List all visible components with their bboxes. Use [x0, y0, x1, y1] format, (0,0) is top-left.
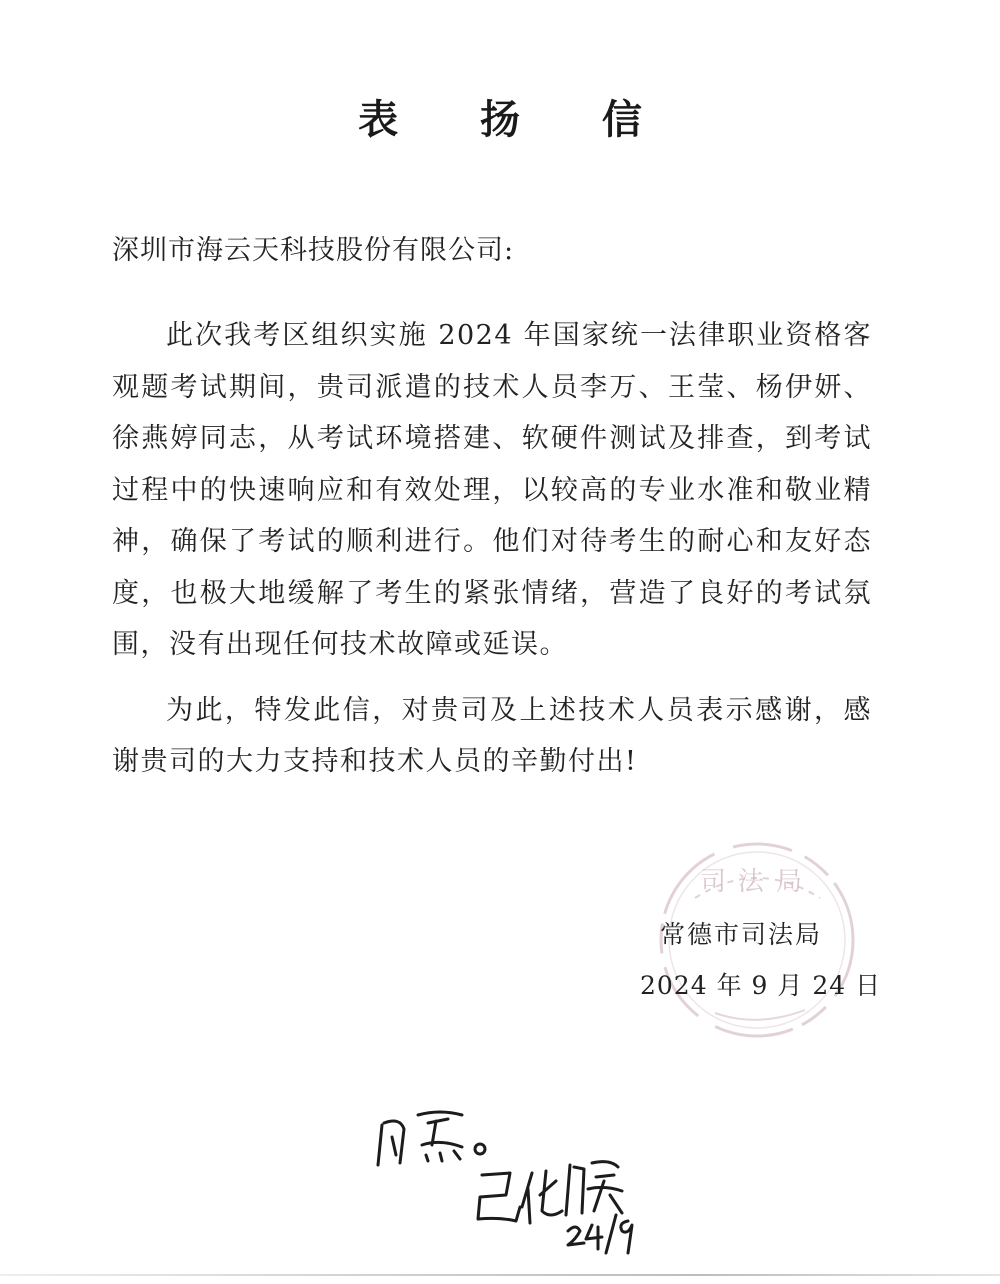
letter-title: 表 扬 信 [358, 96, 676, 143]
svg-text:司法局: 司法局 [699, 867, 815, 897]
body-paragraph-2: 为此，特发此信，对贵司及上述技术人员表示感谢，感谢贵司的大力支持和技术人员的辛勤付出! [112, 694, 872, 777]
recipient-line: 深圳市海云天科技股份有限公司: [112, 235, 515, 266]
page-bottom-edge [0, 1274, 1000, 1276]
issuer-name: 常德市司法局 [660, 920, 823, 949]
issue-date: 2024 年 9 月 24 日 [640, 971, 882, 1000]
letter-body [112, 310, 872, 788]
body-paragraph-1: 此次我考区组织实施 2024 年国家统一法律职业资格客观题考试期间，贵司派遣的技术人员李万、王莹、杨伊妍、徐燕婷同志，从考试环境搭建、软硬件测试及排查，到考试过程中的快速响应和有效处理，以较高的专业水准和敬业精神，确保了考试的顺利进行。他们对待考生的耐心和友好态度，也极大地缓解了考生的紧张情绪，营造了良好的考试氛围，没有出现任何技术故障或延误。 [112, 320, 872, 660]
handwritten-signature-icon [370, 1085, 670, 1255]
